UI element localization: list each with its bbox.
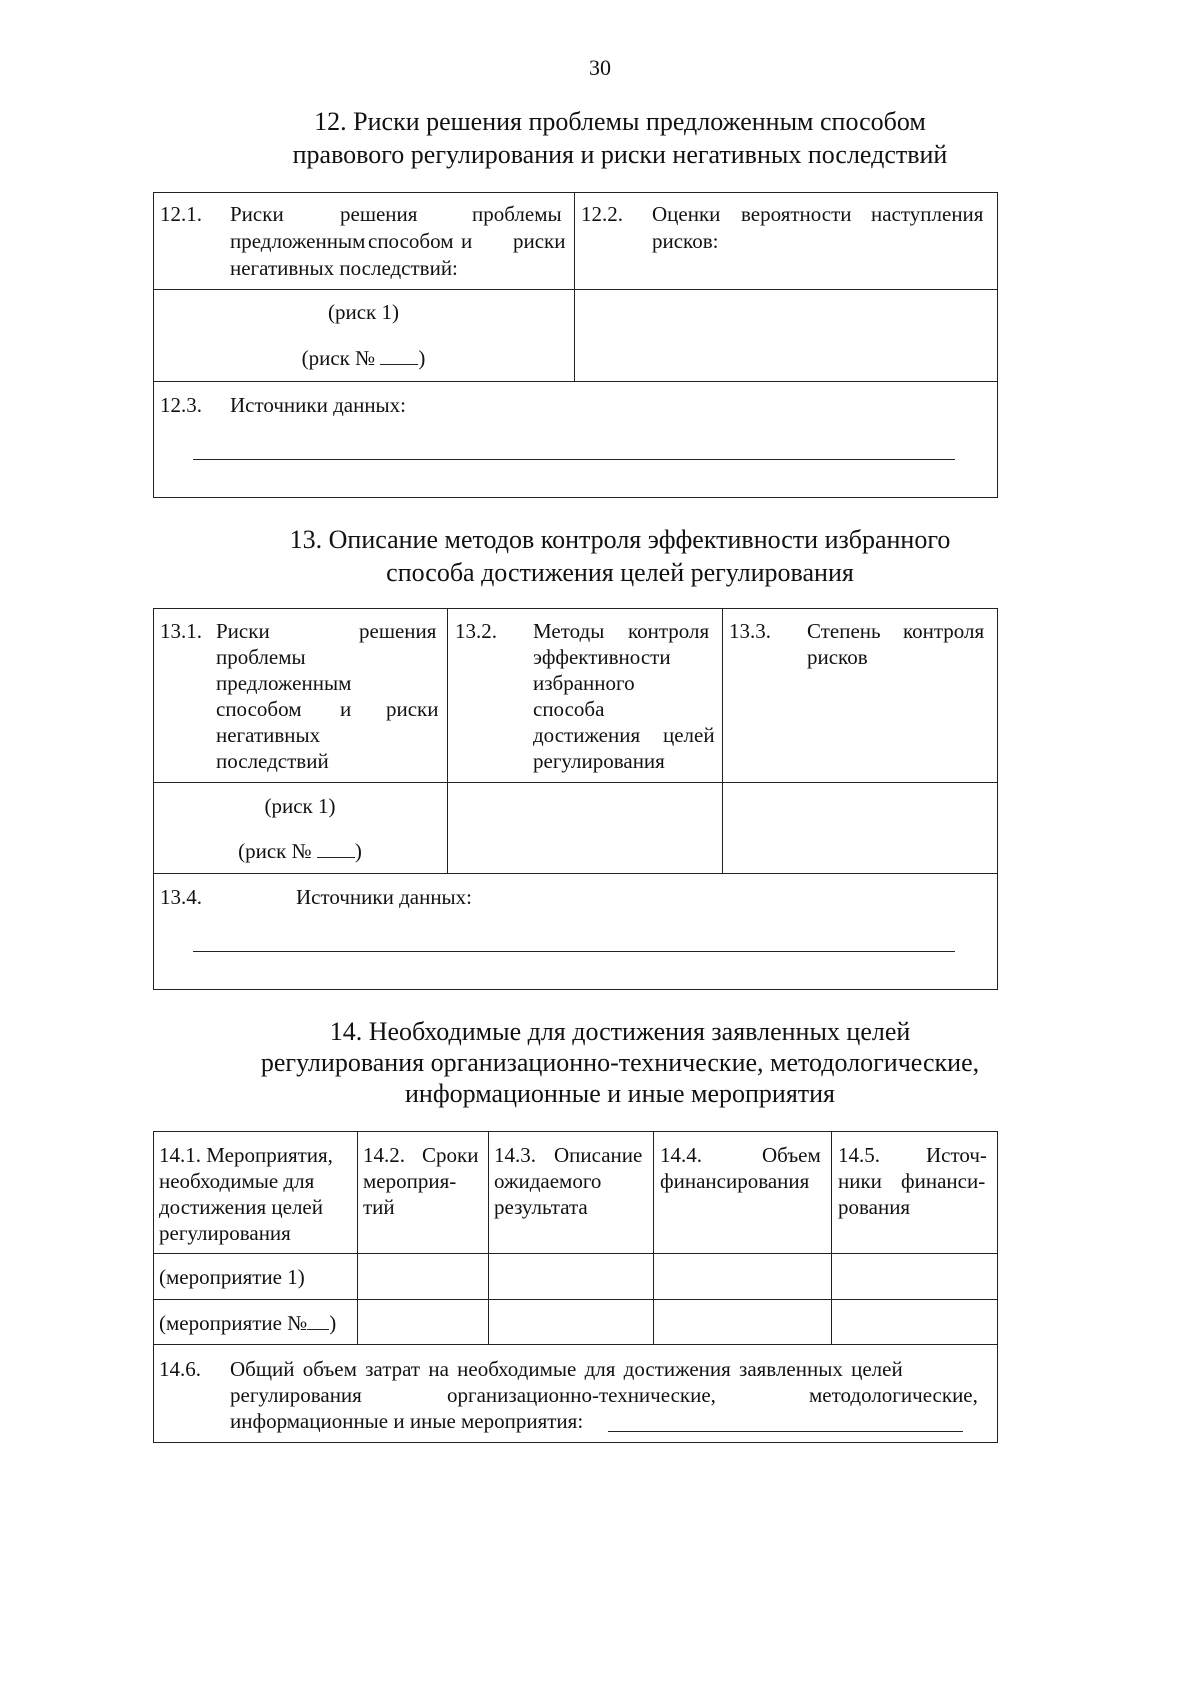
cell-text: проблемы: [472, 202, 562, 226]
cell-number: 14.6.: [159, 1357, 201, 1381]
cell-text: Степень: [807, 619, 881, 643]
cell-text: Источ-: [926, 1143, 987, 1167]
cell-text: рования: [838, 1195, 911, 1219]
cell-text: регулирования: [533, 749, 665, 773]
cell-text: ожидаемого: [494, 1169, 602, 1193]
table-row: (мероприятие 1): [159, 1265, 305, 1289]
cell-text: регулирования: [230, 1383, 362, 1407]
sources-label: Источники данных:: [296, 885, 472, 909]
section-13-title-line-1: 13. Описание методов контроля эффективности избранного: [289, 525, 951, 554]
cell-text: 14.5.: [838, 1143, 880, 1167]
cell-number: 12.1.: [160, 202, 202, 226]
cell-text: организационно-технические,: [447, 1383, 716, 1407]
cell-text: Риски: [230, 202, 284, 226]
table-14-divider: [153, 1253, 998, 1254]
cell-number: 13.4.: [160, 885, 202, 909]
table-12-divider: [153, 289, 998, 290]
risk-n-label: (риск № ): [301, 346, 426, 370]
cell-text: мероприя-: [363, 1169, 457, 1193]
risk-1-label: (риск 1): [328, 300, 399, 324]
total-cost-blank-line[interactable]: [608, 1431, 963, 1432]
cell-text: Методы: [533, 619, 605, 643]
cell-text: 14.1. Мероприятия,: [159, 1143, 333, 1167]
cell-text: Описание: [554, 1143, 643, 1167]
cell-text: риски: [386, 697, 439, 721]
sources-label: Источники данных:: [230, 393, 406, 417]
table-14-divider: [357, 1131, 358, 1345]
cell-text: риски: [513, 229, 566, 253]
risk-1-label: (риск 1): [264, 794, 336, 818]
table-14-divider: [153, 1344, 998, 1345]
cell-number: 13.3.: [729, 619, 771, 643]
table-12-divider: [574, 192, 575, 382]
cell-text: Сроки: [422, 1143, 479, 1167]
cell-text: целей: [663, 723, 715, 747]
table-14-divider: [653, 1131, 654, 1345]
table-13-divider: [153, 782, 998, 783]
table-13-divider: [153, 873, 998, 874]
cell-text: контроля: [628, 619, 710, 643]
cell-number: 13.2.: [455, 619, 497, 643]
cell-text: последствий: [216, 749, 329, 773]
cell-text: результата: [494, 1195, 588, 1219]
cell-text: 14.2.: [363, 1143, 405, 1167]
cell-text: способом: [368, 229, 454, 253]
table-13-divider: [447, 608, 448, 874]
cell-text: и: [340, 697, 352, 721]
cell-text: достижения: [533, 723, 641, 747]
section-14-title-line-3: информационные и иные мероприятия: [404, 1079, 836, 1108]
sources-blank-line[interactable]: [193, 459, 955, 460]
cell-text: рисков: [807, 645, 868, 669]
cell-text: финансирования: [660, 1169, 810, 1193]
cell-text: проблемы: [216, 645, 306, 669]
cell-text: Оценки: [652, 202, 721, 226]
cell-text: избранного: [533, 671, 635, 695]
cell-text: тий: [363, 1195, 395, 1219]
cell-text: предложенным: [216, 671, 352, 695]
cell-number: 13.1.: [160, 619, 202, 643]
cell-text: методологические,: [809, 1383, 978, 1407]
sources-blank-line[interactable]: [193, 951, 955, 952]
cell-text: вероятности: [741, 202, 852, 226]
cell-text: Объем: [762, 1143, 821, 1167]
risk-n-label: (риск № ): [238, 839, 362, 863]
cell-text: Риски: [216, 619, 270, 643]
table-14-divider: [153, 1299, 998, 1300]
cell-text: и: [461, 229, 473, 253]
section-12-title-line-1: 12. Риски решения проблемы предложенным способом: [314, 107, 926, 136]
table-row: (мероприятие № ): [159, 1311, 337, 1335]
cell-text: необходимые для: [159, 1169, 315, 1193]
cell-text: 14.4.: [660, 1143, 702, 1167]
cell-text: негативных: [216, 723, 321, 747]
cell-text: достижения целей: [159, 1195, 323, 1219]
cell-text: финанси-: [901, 1169, 986, 1193]
blank-line: [307, 1311, 329, 1330]
cell-text: рисков:: [652, 229, 719, 253]
cell-text: предложенным: [230, 229, 366, 253]
cell-text: негативных последствий:: [230, 256, 458, 280]
cell-number: 12.3.: [160, 393, 202, 417]
section-12-title-line-2: правового регулирования и риски негативных последствий: [292, 140, 948, 169]
cell-text: 14.3.: [494, 1143, 536, 1167]
total-cost-line-1: Общий объем затрат на необходимые для достижения заявленных целей: [230, 1357, 903, 1381]
cell-text: решения: [359, 619, 437, 643]
cell-text: контроля: [903, 619, 985, 643]
cell-text: ники: [838, 1169, 882, 1193]
section-13-title-line-2: способа достижения целей регулирования: [386, 558, 854, 587]
table-13-divider: [722, 608, 723, 874]
table-12-divider: [153, 381, 998, 382]
cell-text: способом: [216, 697, 302, 721]
blank-line: [380, 346, 418, 365]
cell-text: информационные и иные мероприятия:: [230, 1409, 584, 1433]
table-14-divider: [488, 1131, 489, 1345]
cell-text: регулирования: [159, 1221, 291, 1245]
page-number: 30: [589, 55, 611, 80]
cell-text: способа: [533, 697, 605, 721]
cell-number: 12.2.: [581, 202, 623, 226]
cell-text: решения: [340, 202, 418, 226]
cell-text: наступления: [871, 202, 984, 226]
section-14-title-line-1: 14. Необходимые для достижения заявленных целей: [329, 1017, 911, 1046]
table-14-divider: [831, 1131, 832, 1345]
cell-text: эффективности: [533, 645, 671, 669]
section-14-title-line-2: регулирования организационно-технические, методологические,: [260, 1048, 980, 1077]
blank-line: [317, 839, 355, 858]
